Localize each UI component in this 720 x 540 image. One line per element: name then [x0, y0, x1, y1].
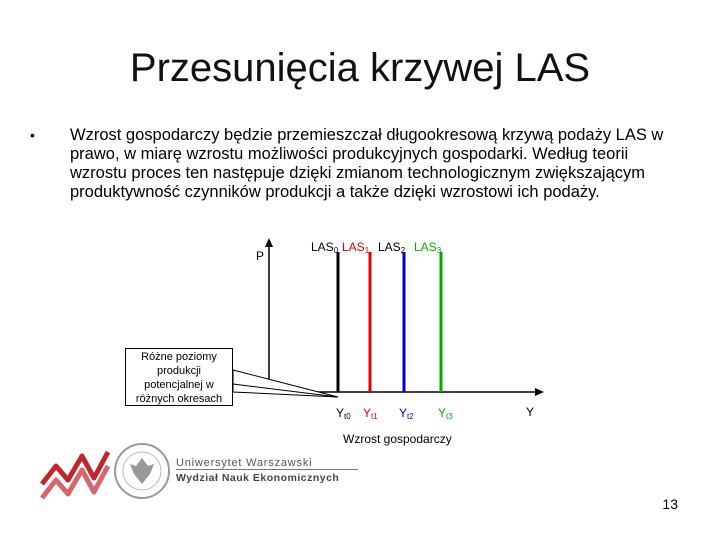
callout-line: produkcji [156, 365, 202, 377]
yt2-label: $Y_{t2}$ [399, 406, 414, 421]
university-logo [38, 440, 173, 502]
yt1-label: $Y_{t1}$ [363, 406, 378, 421]
y-axis-arrow [265, 238, 273, 247]
callout-box [125, 348, 233, 406]
eagle-icon [130, 458, 154, 484]
logo-line2: Wydział Nauk Ekonomicznych [176, 472, 340, 484]
las-0-label: $LAS_0$ [311, 240, 339, 255]
callout-pointer [233, 370, 338, 397]
y-axis-label: P [256, 249, 265, 263]
logo-line1: Uniwersytet Warszawski [176, 457, 313, 469]
callout-line: różnych okresach [135, 393, 223, 405]
bullet-text: Wzrost gospodarczy będzie przemieszczał długookresową krzywą podaży LAS w prawo, w miarę wzrostu możliwości produkcyjnych gospodarki. Według teorii wzrostu proces ten następuje dzięki zmianom technologicznym zwiększającym produktywność czynników produkcji a także dzięki wzrostowi ich podaży. [70, 126, 664, 201]
slide-title: Przesunięcia krzywej LAS [129, 46, 591, 90]
callout-line: potencjalnej w [144, 379, 214, 391]
las-1-label: $LAS_1$ [342, 240, 370, 255]
las-3-label: $LAS_3$ [414, 240, 442, 255]
las-2-label: $LAS_2$ [378, 240, 406, 255]
callout-line: Różne poziomy [141, 351, 217, 363]
bullet-marker: • [30, 127, 35, 143]
logo-divider [176, 469, 358, 470]
x-caption: Wzrost gospodarczy [343, 432, 452, 446]
yt0-label: $Y_{t0}$ [336, 406, 351, 421]
page-number: 13 [662, 496, 678, 512]
x-axis-label: Y [526, 405, 535, 419]
yt3-label: $Y_{t3}$ [438, 406, 453, 421]
x-axis-arrow [535, 388, 544, 396]
